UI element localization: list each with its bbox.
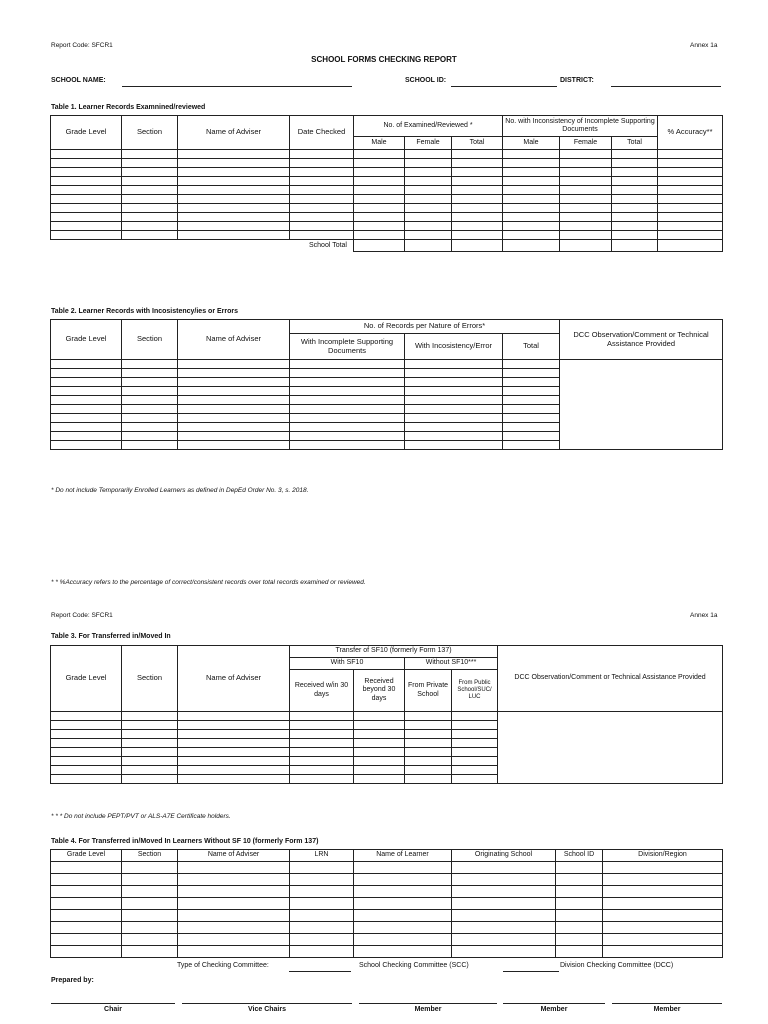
t3-with-sf10-header: With SF10 [290, 658, 405, 670]
table4 [50, 849, 723, 958]
t3-dcc-comment-box[interactable] [498, 712, 723, 784]
t2-total-header: Total [503, 334, 560, 360]
t3-dcc-header: DCC Observation/Comment or Technical Assistance Provided [498, 646, 723, 712]
t2-error-header: With Incosistency/Error [405, 334, 503, 360]
t4-lrn-header: LRN [290, 850, 354, 862]
table4-caption: Table 4. For Transferred in/Moved In Learners Without SF 10 (formerly Form 137) [51, 838, 319, 845]
t1-accuracy-header: % Accuracy** [658, 116, 723, 150]
t4-learner-header: Name of Learner [354, 850, 452, 862]
t3-transfer-header: Transfer of SF10 (formerly Form 137) [290, 646, 498, 658]
t2-dcc-comment-box[interactable] [560, 360, 723, 450]
t1-female2-header: Female [560, 137, 612, 150]
t4-originating-school-header: Originating School [452, 850, 556, 862]
t1-total2-header: Total [612, 137, 658, 150]
dcc-label: Division Checking Committee (DCC) [560, 962, 674, 969]
t3-from-public-header: From Public School/SUC/ LUC [452, 670, 498, 712]
t4-adviser-header: Name of Adviser [178, 850, 290, 862]
checking-committee-type-label: Type of Checking Committee: [177, 962, 269, 969]
table-row[interactable] [51, 177, 723, 186]
table3 [50, 645, 723, 784]
table-row[interactable] [51, 898, 723, 910]
table-row[interactable] [51, 946, 723, 958]
t4-division-region-header: Division/Region [603, 850, 723, 862]
district-label: DISTRICT: [560, 77, 594, 84]
t3-from-private-header: From Private School [405, 670, 452, 712]
t3-received-beyond-header: Received beyond 30 days [354, 670, 405, 712]
t1-grade-level-header: Grade Level [51, 116, 122, 150]
t3-adviser-header: Name of Adviser [178, 646, 290, 712]
t4-grade-level-header: Grade Level [51, 850, 122, 862]
t1-body [51, 150, 723, 252]
table1-caption: Table 1. Learner Records Examnined/reviewed [51, 104, 206, 111]
t1-male2-header: Male [503, 137, 560, 150]
table2-caption: Table 2. Learner Records with Incosistency/ies or Errors [51, 308, 238, 315]
district-field[interactable] [611, 86, 721, 87]
t1-examined-header: No. of Examined/Reviewed * [354, 116, 503, 137]
prepared-by-label: Prepared by: [51, 977, 94, 984]
signature-line-member-3[interactable] [612, 1003, 722, 1004]
signature-label-chair: Chair [104, 1006, 122, 1013]
t2-incomplete-header: With Incomplete Supporting Documents [290, 334, 405, 360]
t4-school-id-header: School ID [556, 850, 603, 862]
t1-section-header: Section [122, 116, 178, 150]
table3-caption: Table 3. For Transferred in/Moved In [51, 633, 171, 640]
t2-grade-level-header: Grade Level [51, 320, 122, 360]
table2 [50, 319, 723, 450]
t3-received-within-header: Received w/in 30 days [290, 670, 354, 712]
table-row[interactable] [51, 862, 723, 874]
signature-line-member-2[interactable] [503, 1003, 605, 1004]
page-title: SCHOOL FORMS CHECKING REPORT [311, 55, 457, 64]
t2-adviser-header: Name of Adviser [178, 320, 290, 360]
t1-inconsistency-header: No. with Inconsistency of Incomplete Supporting Documents [503, 116, 658, 137]
t1-total-header: Total [452, 137, 503, 150]
t1-date-checked-header: Date Checked [290, 116, 354, 150]
t1-adviser-header: Name of Adviser [178, 116, 290, 150]
school-name-field[interactable] [122, 86, 352, 87]
note-temporarily-enrolled: * Do not include Temporarily Enrolled Learners as defined in DepEd Order No. 3, s. 2018. [51, 487, 309, 494]
checking-committee-type-field[interactable] [289, 971, 351, 972]
report-code: Report Code: SFCR1 [51, 42, 113, 49]
signature-label-vice-chairs: Vice Chairs [247, 1006, 286, 1013]
t1-female-header: Female [405, 137, 452, 150]
table-row[interactable] [51, 934, 723, 946]
table-row[interactable] [51, 874, 723, 886]
t2-section-header: Section [122, 320, 178, 360]
t1-male-header: Male [354, 137, 405, 150]
t2-dcc-header: DCC Observation/Comment or Technical Assistance Provided [560, 320, 723, 360]
report-code-page2: Report Code: SFCR1 [51, 612, 113, 619]
t3-grade-level-header: Grade Level [51, 646, 122, 712]
table-row[interactable] [51, 222, 723, 231]
t1-school-total-row [51, 240, 723, 252]
signature-label-member-1: Member [414, 1006, 442, 1013]
t2-nature-header: No. of Records per Nature of Errors* [290, 320, 560, 334]
table-row[interactable] [51, 910, 723, 922]
table-row[interactable] [51, 231, 723, 240]
annex-label: Annex 1a [690, 42, 718, 49]
note-accuracy: * * %Accuracy refers to the percentage of correct/consistent records over total records examined or reviewed. [51, 579, 366, 586]
table-row[interactable] [51, 159, 723, 168]
table-row[interactable] [51, 186, 723, 195]
table-row[interactable] [51, 886, 723, 898]
table-row[interactable] [51, 922, 723, 934]
note-pept: * * * Do not include PEPT/PVT or ALS-A7E Certificate holders. [51, 813, 231, 820]
signature-line-vice-chairs[interactable] [182, 1003, 352, 1004]
table-row[interactable] [51, 195, 723, 204]
school-name-label: SCHOOL NAME: [51, 77, 106, 84]
table-row[interactable] [51, 150, 723, 159]
school-id-field[interactable] [451, 86, 557, 87]
signature-line-member-1[interactable] [359, 1003, 497, 1004]
signature-label-member-3: Member [653, 1006, 681, 1013]
school-id-label: SCHOOL ID: [405, 77, 447, 84]
t4-section-header: Section [122, 850, 178, 862]
table-row[interactable] [51, 204, 723, 213]
table1 [50, 115, 723, 252]
t1-school-total-label: School Total [308, 241, 347, 249]
scc-field[interactable] [503, 971, 559, 972]
table-row[interactable] [51, 213, 723, 222]
t3-without-sf10-header: Without SF10*** [405, 658, 498, 670]
annex-label-page2: Annex 1a [690, 612, 718, 619]
t3-section-header: Section [122, 646, 178, 712]
table-row[interactable] [51, 168, 723, 177]
scc-label: School Checking Committee (SCC) [359, 962, 469, 969]
table-row[interactable] [51, 712, 723, 721]
signature-line-chair[interactable] [51, 1003, 175, 1004]
signature-label-member-2: Member [540, 1006, 568, 1013]
table-row[interactable] [51, 360, 723, 369]
